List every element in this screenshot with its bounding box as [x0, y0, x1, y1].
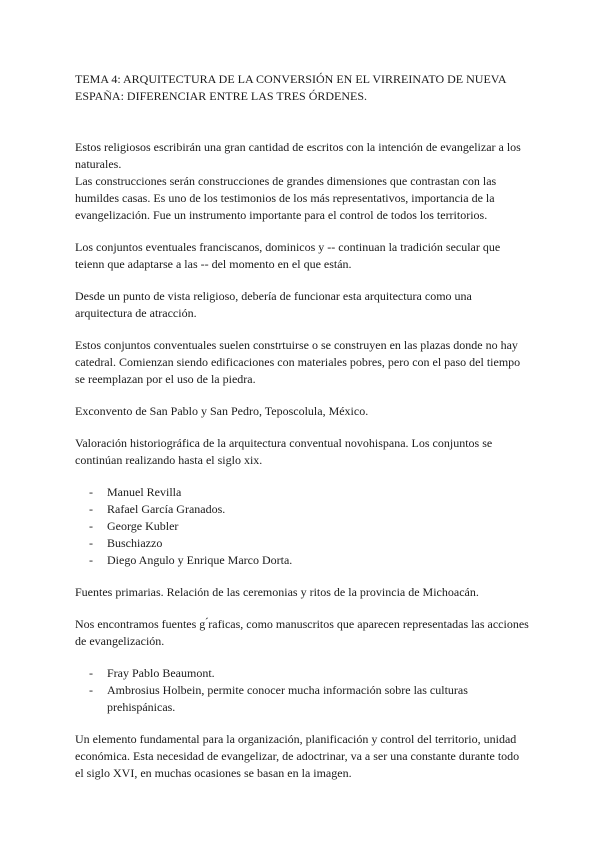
list-item: - Diego Angulo y Enrique Marco Dorta. [75, 552, 530, 569]
sources-list [75, 665, 530, 716]
list-item: - Manuel Revilla [75, 484, 530, 501]
spacer [75, 716, 530, 731]
list-item: - Fray Pablo Beaumont. [75, 665, 530, 682]
paragraph-exconvento: Exconvento de San Pablo y San Pedro, Teposcolula, México. [75, 404, 369, 418]
spacer [75, 420, 530, 435]
paragraph-intro: Estos religiosos escribirán una gran cantidad de escritos con la intención de evangelizar a los naturales. [75, 140, 521, 171]
spacer [75, 105, 530, 139]
spacer [75, 388, 530, 403]
paragraph-valoracion: Valoración historiográfica de la arquitectura conventual novohispana. Los conjuntos se continúan realizando hasta el siglo xix. [75, 436, 493, 467]
spacer [75, 273, 530, 288]
spacer [75, 569, 530, 584]
spacer [75, 469, 530, 484]
paragraph-conventual: Estos conjuntos conventuales suelen constrtuirse o se construyen en las plazas donde no hay catedral. Comienzan siendo edificaciones con materiales pobres, pero con el paso del tiempo se reemplazan por el uso de la piedra. [75, 338, 521, 386]
spacer [75, 224, 530, 239]
list-item: - Rafael García Granados. [75, 501, 530, 518]
list-item: - George Kubler [75, 518, 530, 535]
spacer [75, 650, 530, 665]
paragraph-constructions: Las construcciones serán construcciones de grandes dimensiones que contrastan con las humildes casas. Es uno de los testimonios de los más representativos, importancia de la evangelización. Fue un instrumento importante para el control de todos los territorios. [75, 174, 497, 222]
authors-list [75, 484, 530, 569]
paragraph-fuentes-graficas: Nos encontramos fuentes g ́raficas, como manuscritos que aparecen representadas las acciones de evangelización. [75, 617, 529, 648]
document-page [75, 71, 530, 782]
spacer [75, 601, 530, 616]
paragraph-fuentes-primarias: Fuentes primarias. Relación de las ceremonias y ritos de la provincia de Michoacán. [75, 585, 479, 599]
document-title: TEMA 4: ARQUITECTURA DE LA CONVERSIÓN EN EL VIRREINATO DE NUEVA ESPAÑA: DIFERENCIAR ENTRE LAS TRES ÓRDENES. [75, 72, 506, 103]
spacer [75, 322, 530, 337]
paragraph-conjuntos: Los conjuntos eventuales franciscanos, dominicos y -- continuan la tradición secular que teienn que adaptarse a las -- del momento en el que están. [75, 240, 501, 271]
paragraph-religious-view: Desde un punto de vista religioso, debería de funcionar esta arquitectura como una arquitectura de atracción. [75, 289, 472, 320]
list-item: - Buschiazzo [75, 535, 530, 552]
list-item: - Ambrosius Holbein, permite conocer mucha información sobre las culturas prehispánicas. [75, 682, 530, 716]
paragraph-elemento-fundamental: Un elemento fundamental para la organización, planificación y control del territorio, unidad económica. Esta necesidad de evangelizar, de adoctrinar, va a ser una constante durante todo el siglo XVI, en muchas ocasiones se basan en la imagen. [75, 732, 520, 780]
